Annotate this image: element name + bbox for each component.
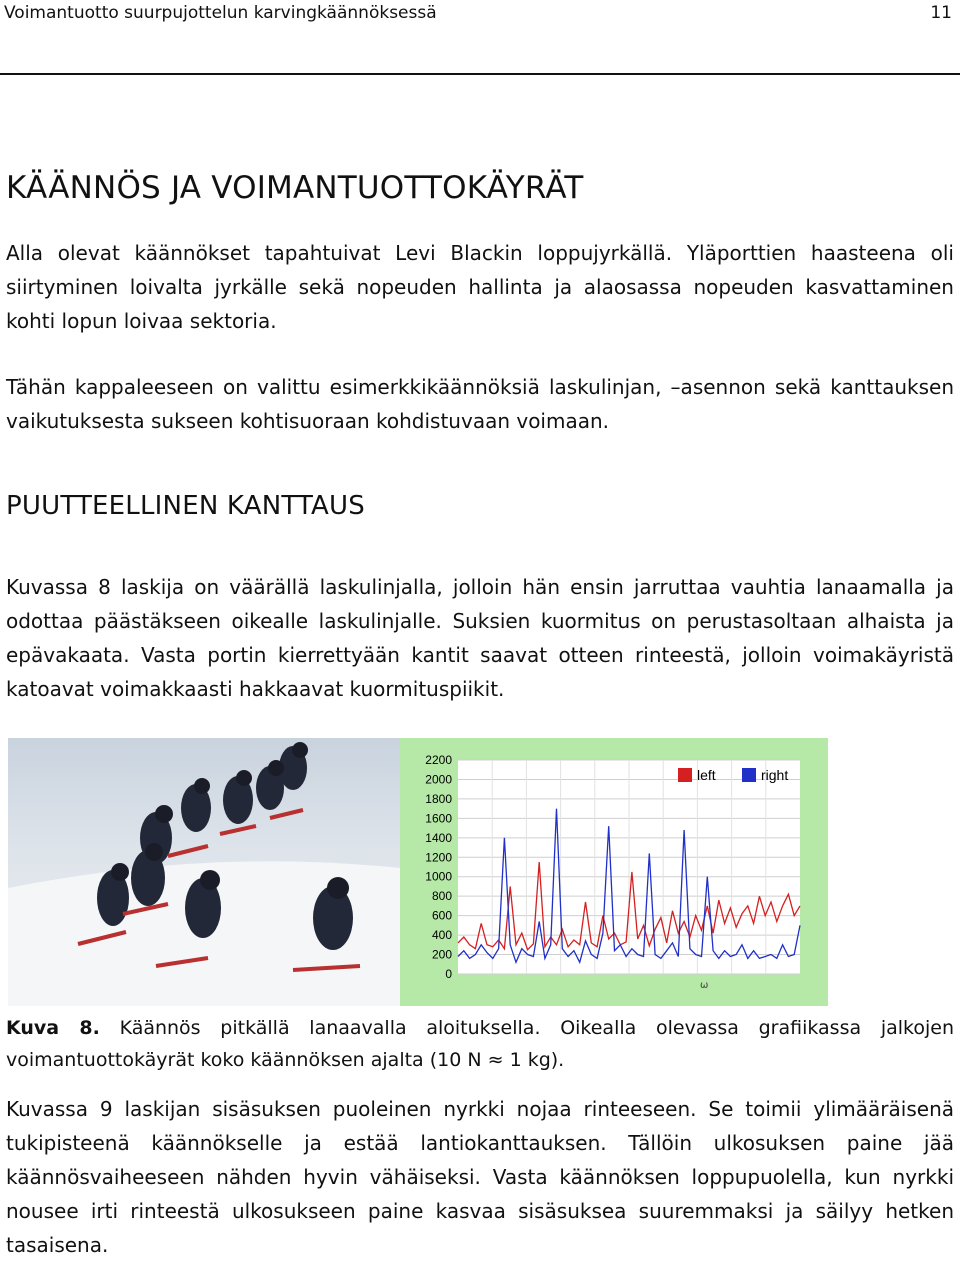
y-tick-label: 1600 — [425, 811, 452, 826]
figure8-paragraph: Kuvassa 8 laskija on väärällä laskulinjalla, jolloin hän ensin jarruttaa vauhtia lanaamalla ja odottaa päästäkseen oikealle laskulinjalle. Suksien kuormitus on perustasoltaan alhaista ja epävakaata. Vasta portin kierrettyään kantit saavat otteen rinteestä, jolloin voimakäyristä katoavat voimakkaasti hakkaavat kuormituspiikit. — [6, 575, 954, 701]
y-tick-label: 0 — [445, 967, 452, 981]
y-tick-label: 200 — [431, 947, 452, 962]
legend-swatch-right — [742, 768, 756, 782]
page-number: 11 — [930, 3, 952, 23]
caption-text: Käännös pitkällä lanaavalla aloituksella. Oikealla olevassa grafiikassa jalkojen voimantuottokäyrät koko käännöksen ajalta (10 N ≈ 1 kg). — [6, 1017, 954, 1071]
y-tick-label: 400 — [431, 928, 452, 943]
force-chart — [400, 738, 828, 1006]
legend-label-left: left — [697, 767, 716, 783]
subsection-title: PUUTTEELLINEN KANTTAUS — [6, 491, 365, 521]
header-rule — [0, 73, 960, 75]
selection-paragraph: Tähän kappaleeseen on valittu esimerkkikäännöksiä laskulinjan, –asennon sekä kanttauksen vaikutuksesta sukseen kohtisuoraan kohdistuvaan voimaan. — [6, 375, 954, 433]
y-tick-label: 1400 — [425, 830, 452, 845]
figure-caption — [6, 1012, 954, 1076]
legend-swatch-left — [678, 768, 692, 782]
caption-label: Kuva 8. — [6, 1017, 100, 1039]
y-tick-label: 600 — [431, 908, 452, 923]
legend-label-right: right — [761, 767, 789, 783]
intro-paragraph: Alla olevat käännökset tapahtuivat Levi Blackin loppujyrkällä. Yläporttien haasteena oli siirtyminen loivalta jyrkälle sekä nopeuden hallinta ja alaosassa nopeuden kasvattaminen kohti lopun loivaa sektoria. — [6, 241, 954, 333]
x-tick-label: ω — [700, 980, 709, 991]
running-header — [4, 0, 952, 28]
skier-sequence-illustration — [8, 738, 400, 1006]
y-tick-label: 1800 — [425, 791, 452, 806]
y-tick-label: 800 — [431, 889, 452, 904]
y-tick-label: 2200 — [425, 753, 452, 767]
figure9-paragraph: Kuvassa 9 laskijan sisäsuksen puoleinen nyrkki nojaa rinteeseen. Se toimii ylimääräisenä tukipisteenä käännökselle ja estää lantiokanttauksen. Tällöin ulkosuksen paine jää käännösvaiheeseen nähden hyvin vähäiseksi. Vasta käännöksen loppupuolella, kun nyrkki nousee irti rinteestä ulkosukseen paine kasvaa sisäsuksea suuremmaksi ja säilyy hetken tasaisena. — [6, 1097, 954, 1257]
section-title: KÄÄNNÖS JA VOIMANTUOTTOKÄYRÄT — [6, 170, 584, 206]
y-tick-label: 1200 — [425, 850, 452, 865]
y-tick-label: 1000 — [425, 869, 452, 884]
skier-sequence-photo — [8, 738, 400, 1006]
force-chart-svg — [400, 738, 828, 1006]
y-tick-label: 2000 — [425, 772, 452, 787]
running-title: Voimantuotto suurpujottelun karvingkäännöksessä — [4, 3, 437, 23]
